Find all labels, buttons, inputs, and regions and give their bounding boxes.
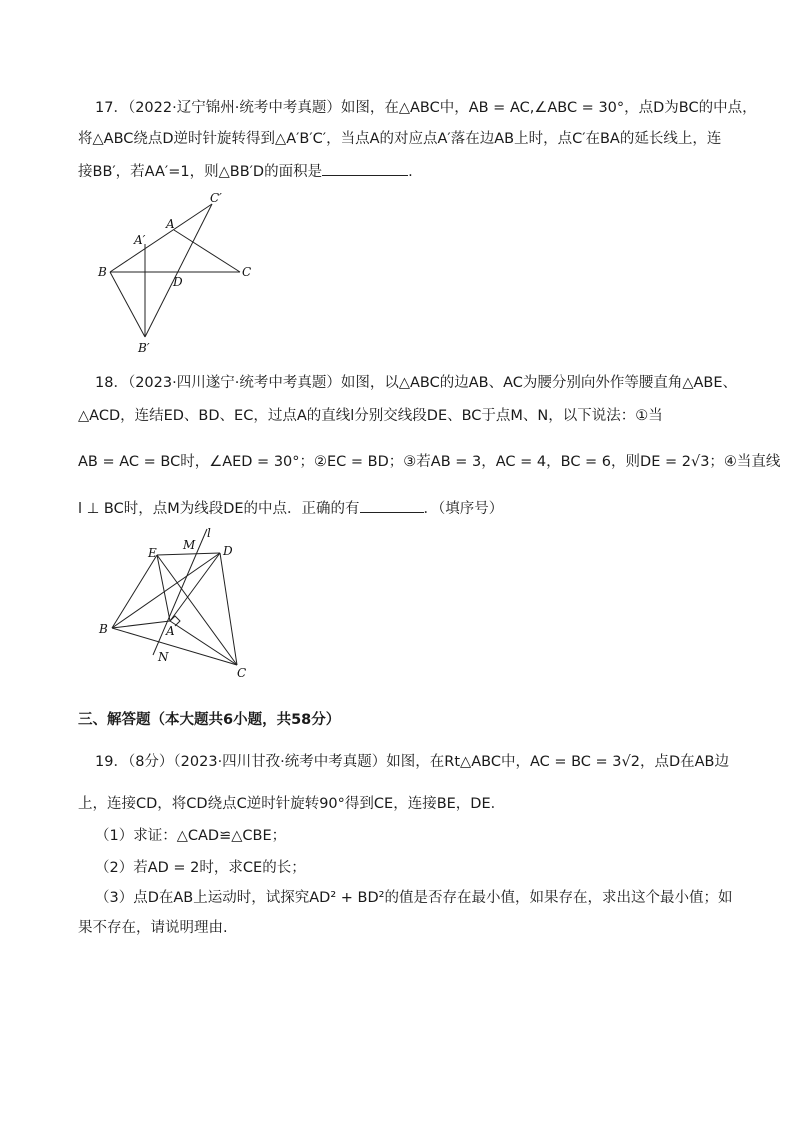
q17-segment-BC1 [110,204,212,272]
q18-label-l: l [207,526,211,540]
q18-line-l [153,529,207,655]
q17-figure [90,192,270,362]
q18-label-E: E [148,546,157,560]
q18-segment-EC [157,555,237,665]
q18-label-D: D [223,544,233,558]
q17-label-B1: B′ [138,341,150,355]
q17-line-2: 将△ABC绕点D逆时针旋转得到△A′B′C′，当点A的对应点A′落在边AB上时，点C′在BA的延长线上，连 [78,131,722,147]
q18-label-N: N [158,650,169,664]
q17-line-1: 17．（2022·辽宁锦州·统考中考真题）如图，在△ABC中，AB = AC,∠ABC = 30°，点D为BC的中点， [95,100,757,116]
q17-label-C1: C′ [210,192,222,205]
q17-line-3: 接BB′，若AA′=1，则△BB′D的面积是 . [78,161,413,182]
q17-label-D: D [173,275,183,289]
q19-line-1: 19．（8分）（2023·四川甘孜·统考中考真题）如图，在Rt△ABC中，AC = BC = 3√2，点D在AB边 [95,754,730,770]
q18-line-3: AB = AC = BC时，∠AED = 30°；②EC = BD；③若AB = 3，AC = 4，BC = 6，则DE = 2√3；④当直线 [78,454,781,470]
q18-label-A: A [166,624,175,638]
q18-label-M: M [183,538,196,552]
q18-segment-BD [112,553,220,628]
q17-segment-BB1 [110,272,145,337]
q17-label-C: C [242,265,252,279]
q17-label-B: B [98,265,107,279]
q18-segment-AC [170,621,237,665]
q18-segment-EA [157,555,170,621]
q18-answer-blank[interactable] [360,498,424,513]
q18-label-B: B [99,622,108,636]
q18-segment-EB [112,555,157,628]
q17-segment-AC [174,230,240,272]
q18-label-C: C [237,666,247,680]
q18-segment-ED [157,553,220,555]
q17-segment-C1B1 [145,204,212,337]
q18-segment-DA [170,553,220,621]
q18-line-1: 18．（2023·四川遂宁·统考中考真题）如图，以△ABC的边AB、AC为腰分别向外作等腰直角△ABE、 [95,375,738,391]
q18-line-4: l ⊥ BC时，点M为线段DE的中点．正确的有 ．（填序号） [78,498,503,519]
q19-part-3-cont: 果不存在，请说明理由. [78,920,228,936]
q17-label-A: A [166,217,175,231]
q18-figure [95,525,265,685]
q18-segment-DC [220,553,237,665]
q19-part-1: （1）求证：△CAD≌△CBE； [95,828,287,844]
q17-label-A1: A′ [134,233,146,247]
q19-part-2: （2）若AD = 2时，求CE的长； [95,860,306,876]
q19-line-2: 上，连接CD，将CD绕点C逆时针旋转90°得到CE，连接BE，DE． [78,796,506,812]
q19-part-3: （3）点D在AB上运动时，试探究AD² + BD²的值是否存在最小值，如果存在，求出这个最小值；如 [95,890,733,906]
q17-answer-blank[interactable] [322,161,408,176]
section-3-heading: 三、解答题（本大题共6小题，共58分） [78,712,341,728]
q18-line-2: △ACD，连结ED、BD、EC，过点A的直线l分别交线段DE、BC于点M、N，以下说法：①当 [78,408,663,424]
